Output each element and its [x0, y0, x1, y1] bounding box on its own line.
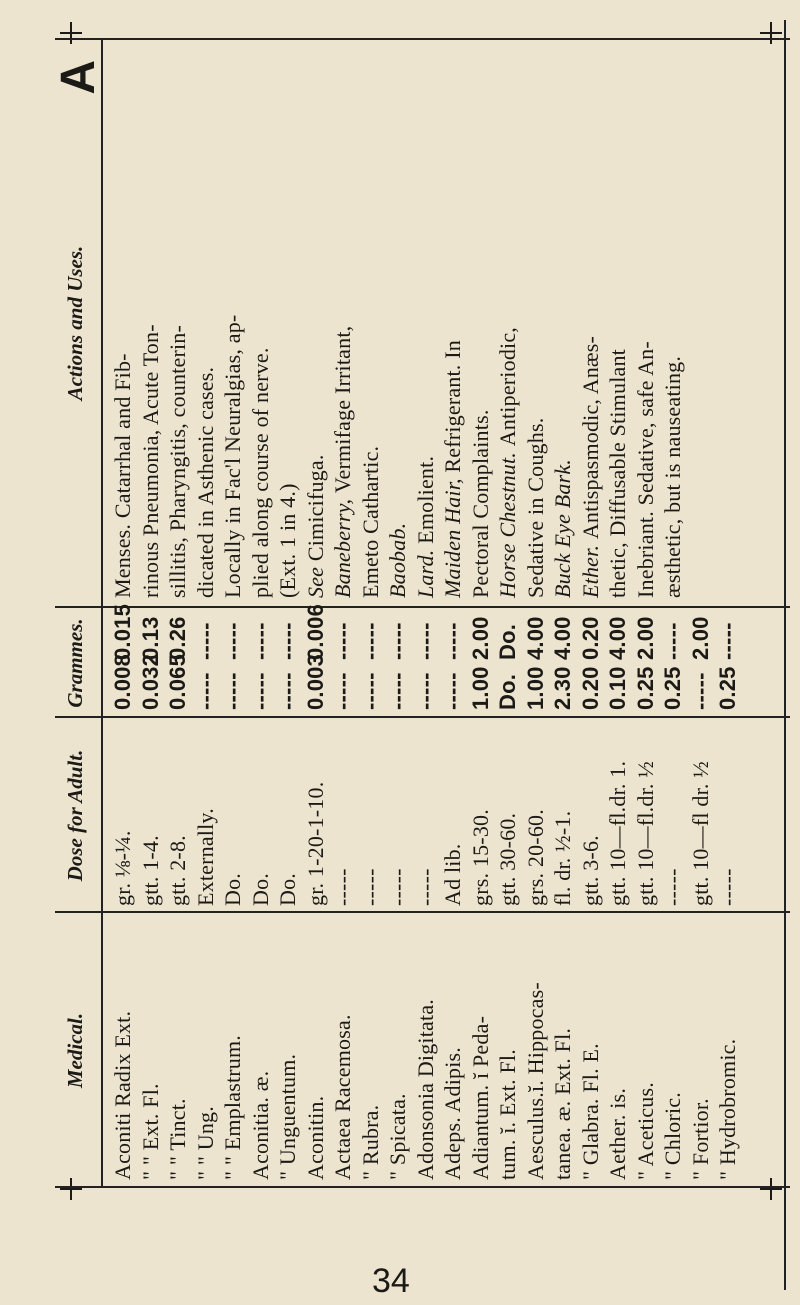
- medical-entry: " " Ung.: [192, 1106, 218, 1180]
- dose-entry: gtt. 3-6.: [577, 835, 603, 906]
- actions-text: Vermifage Irritant,: [330, 325, 355, 494]
- grammes-high-value: -----: [660, 622, 685, 660]
- medical-entry: " Fortior.: [687, 1098, 713, 1180]
- grammes-low-value: -----: [385, 672, 410, 710]
- actions-text: Antiperiodic,: [495, 327, 520, 447]
- medical-entry: Aconiti Radix Ext.: [110, 1010, 135, 1180]
- grammes-low-value: -----: [412, 672, 438, 710]
- column-divider: [55, 716, 790, 718]
- dose-entry: -----: [412, 868, 438, 906]
- dose-entry: gtt. 2-8.: [165, 835, 190, 906]
- grammes-low-value: -----: [330, 672, 355, 710]
- medical-entry: Aesculus.ĭ. Hippocas-: [522, 982, 548, 1180]
- grammes-high-value: -----: [192, 622, 218, 660]
- actions-line: [109, 43, 137, 598]
- actions-text: Emolient.: [412, 455, 438, 544]
- dose-entry: Ad lib.: [440, 843, 465, 906]
- grammes-low-column: [109, 653, 742, 710]
- grammes-low-value: 1.00: [467, 666, 493, 710]
- dose-entry: -----: [715, 868, 740, 906]
- grammes-high-value: -----: [247, 622, 273, 660]
- grammes-high-value: 2.00: [687, 616, 713, 660]
- dose-entry: Do.: [220, 873, 245, 906]
- dose-entry: Do.: [247, 873, 273, 906]
- medical-entry: Adiantum. ĭ Peda-: [467, 1015, 493, 1180]
- grammes-low-value: 0.25: [660, 666, 685, 710]
- common-name: Baobab.: [385, 522, 410, 598]
- common-name: Maiden Hair,: [440, 472, 465, 598]
- grammes-high-value: -----: [275, 622, 300, 660]
- actions-line: [274, 43, 302, 598]
- actions-text: sillitis, Pharyngitis, counterin-: [165, 324, 190, 598]
- actions-line: [577, 43, 605, 598]
- medical-entry: Adonsonia Digitata.: [412, 999, 438, 1180]
- grammes-high-value: -----: [220, 622, 245, 660]
- header-dose: Dose for Adult.: [63, 749, 87, 882]
- header-actions: Actions and Uses.: [63, 245, 87, 401]
- medical-entry: " Spicata.: [385, 1093, 410, 1180]
- actions-line: [302, 43, 330, 598]
- actions-line: [329, 43, 357, 598]
- dose-entry: fl. dr. ½-1.: [550, 810, 575, 906]
- dose-entry: gr. 1-20-1-10.: [302, 781, 328, 906]
- medical-entry: " Rubra.: [357, 1104, 383, 1180]
- grammes-low-value: -----: [275, 672, 300, 710]
- actions-line: [247, 43, 275, 598]
- medical-entry: " Glabra. Fl. E.: [577, 1043, 603, 1180]
- grammes-high-value: 2.00: [632, 616, 658, 660]
- actions-text: Menses. Catarrhal and Fib-: [110, 353, 135, 598]
- medical-entry: Adeps. Adipis.: [440, 1047, 465, 1180]
- grammes-low-value: 1.00: [522, 666, 548, 710]
- grammes-low-value: 0.10: [605, 666, 630, 710]
- dose-entry: gtt. 10—fl.dr. 1.: [605, 760, 630, 906]
- grammes-low-value: -----: [247, 672, 273, 710]
- common-name: Baneberry,: [330, 493, 355, 598]
- grammes-high-value: 0.26: [165, 616, 190, 660]
- grammes-low-value: -----: [357, 672, 383, 710]
- dose-entry: -----: [330, 868, 355, 906]
- medical-column: [109, 918, 742, 1180]
- actions-line: [192, 43, 220, 598]
- actions-text: Pectoral Complaints.: [467, 409, 493, 598]
- section-letter: A: [52, 60, 105, 95]
- common-name: See: [302, 561, 328, 598]
- grammes-low-value: 2.30: [550, 666, 575, 710]
- common-name: Horse Chestnut.: [495, 446, 520, 598]
- actions-text: Locally in Fac'l Neuralgias, ap-: [220, 314, 245, 598]
- grammes-high-value: 0.006: [302, 603, 328, 660]
- rotated-table: [52, 38, 790, 1188]
- dose-column: [109, 721, 742, 906]
- actions-text: Cimicifuga.: [302, 454, 328, 562]
- medical-entry: " Unguentum.: [275, 1053, 300, 1180]
- actions-line: [384, 43, 412, 598]
- actions-text: plied along course of nerve.: [247, 347, 273, 598]
- dose-entry: gtt. 10—fl dr. ½: [687, 761, 713, 906]
- medical-entry: Aconitin.: [302, 1095, 328, 1180]
- actions-column: [109, 43, 687, 598]
- column-divider: [55, 911, 790, 913]
- medical-entry: " " Ext. Fl.: [137, 1083, 163, 1180]
- actions-text: Refrigerant. In: [440, 340, 465, 473]
- actions-text: Emeto Cathartic.: [357, 445, 383, 598]
- grammes-low-value: 0.25: [632, 666, 658, 710]
- actions-text: Sedative in Coughs.: [522, 417, 548, 598]
- grammes-low-value: -----: [687, 672, 713, 710]
- actions-line: [549, 43, 577, 598]
- page-number: 34: [372, 1262, 410, 1300]
- grammes-high-value: -----: [412, 622, 438, 660]
- grammes-low-value: Do.: [495, 673, 520, 710]
- medical-entry: Aconitia. æ.: [247, 1070, 273, 1180]
- grammes-high-value: -----: [440, 622, 465, 660]
- actions-line: [439, 43, 467, 598]
- grammes-high-value: 0.015: [110, 603, 135, 660]
- actions-text: thetic, Diffusable Stimulant: [605, 349, 630, 598]
- medical-entry: " " Emplastrum.: [220, 1034, 245, 1180]
- grammes-high-value: -----: [385, 622, 410, 660]
- grammes-low-value: 0.032: [137, 653, 163, 710]
- actions-text: Antispasmodic, Anæs-: [577, 335, 603, 540]
- dose-entry: gtt. 1-4.: [137, 835, 163, 906]
- common-name: Lard.: [412, 543, 438, 598]
- actions-line: [219, 43, 247, 598]
- medical-entry: tanea. æ. Ext. Fl.: [550, 1027, 575, 1180]
- dose-entry: Externally.: [192, 808, 218, 906]
- grammes-low-value: 0.003: [302, 653, 328, 710]
- grammes-high-value: 4.00: [550, 616, 575, 660]
- dose-entry: gr. ⅛-¼.: [110, 830, 135, 906]
- dose-entry: -----: [660, 868, 685, 906]
- grammes-low-value: 0.20: [577, 666, 603, 710]
- actions-text: dicated in Asthenic cases.: [192, 366, 218, 598]
- grammes-high-value: -----: [357, 622, 383, 660]
- common-name: Buck Eye Bark.: [550, 458, 575, 598]
- common-name: Ether.: [577, 539, 603, 598]
- grammes-low-value: 0.065: [165, 653, 190, 710]
- medical-entry: " Aceticus.: [632, 1082, 658, 1180]
- actions-text: Inebriant. Sedative, safe An-: [632, 341, 658, 598]
- grammes-high-value: 4.00: [605, 616, 630, 660]
- dose-entry: grs. 20-60.: [522, 809, 548, 906]
- grammes-high-value: -----: [715, 622, 740, 660]
- grammes-low-value: -----: [440, 672, 465, 710]
- grammes-high-value: 0.20: [577, 616, 603, 660]
- actions-line: [522, 43, 550, 598]
- actions-line: [604, 43, 632, 598]
- medical-entry: " " Tinct.: [165, 1098, 190, 1180]
- grammes-low-value: 0.008: [110, 653, 135, 710]
- grammes-high-value: 4.00: [522, 616, 548, 660]
- dose-entry: Do.: [275, 873, 300, 906]
- grammes-high-value: 0.13: [137, 616, 163, 660]
- medical-entry: Aether. is.: [605, 1087, 630, 1180]
- grammes-high-value: -----: [330, 622, 355, 660]
- header-row: [52, 38, 105, 1188]
- grammes-high-value: 2.00: [467, 616, 493, 660]
- medical-entry: " Chloric.: [660, 1092, 685, 1180]
- grammes-low-value: 0.25: [715, 666, 740, 710]
- actions-line: [164, 43, 192, 598]
- dose-entry: -----: [357, 868, 383, 906]
- actions-line: [412, 43, 440, 598]
- actions-line: [494, 43, 522, 598]
- column-divider: [55, 606, 790, 608]
- header-grammes: Grammes.: [63, 618, 87, 708]
- medical-entry: tum. ĭ. Ext. Fl.: [495, 1049, 520, 1180]
- medical-entry: Actaea Racemosa.: [330, 1014, 355, 1180]
- actions-line: [467, 43, 495, 598]
- header-medical: Medical.: [63, 1012, 87, 1089]
- dose-entry: -----: [385, 868, 410, 906]
- actions-line: [357, 43, 385, 598]
- medical-entry: " Hydrobromic.: [715, 1038, 740, 1180]
- grammes-high-column: [109, 603, 742, 660]
- actions-text: æsthetic, but is nauseating.: [660, 355, 685, 598]
- actions-line: [137, 43, 165, 598]
- dose-entry: gtt. 10—fl.dr. ½: [632, 761, 658, 906]
- dose-entry: grs. 15-30.: [467, 809, 493, 906]
- grammes-high-value: Do.: [495, 623, 520, 660]
- actions-text: (Ext. 1 in 4.): [275, 483, 300, 598]
- dose-entry: gtt. 30-60.: [495, 812, 520, 906]
- actions-line: [659, 43, 687, 598]
- actions-line: [632, 43, 660, 598]
- actions-text: rinous Pneumonia, Acute Ton-: [137, 324, 163, 598]
- grammes-low-value: -----: [192, 672, 218, 710]
- grammes-low-value: -----: [220, 672, 245, 710]
